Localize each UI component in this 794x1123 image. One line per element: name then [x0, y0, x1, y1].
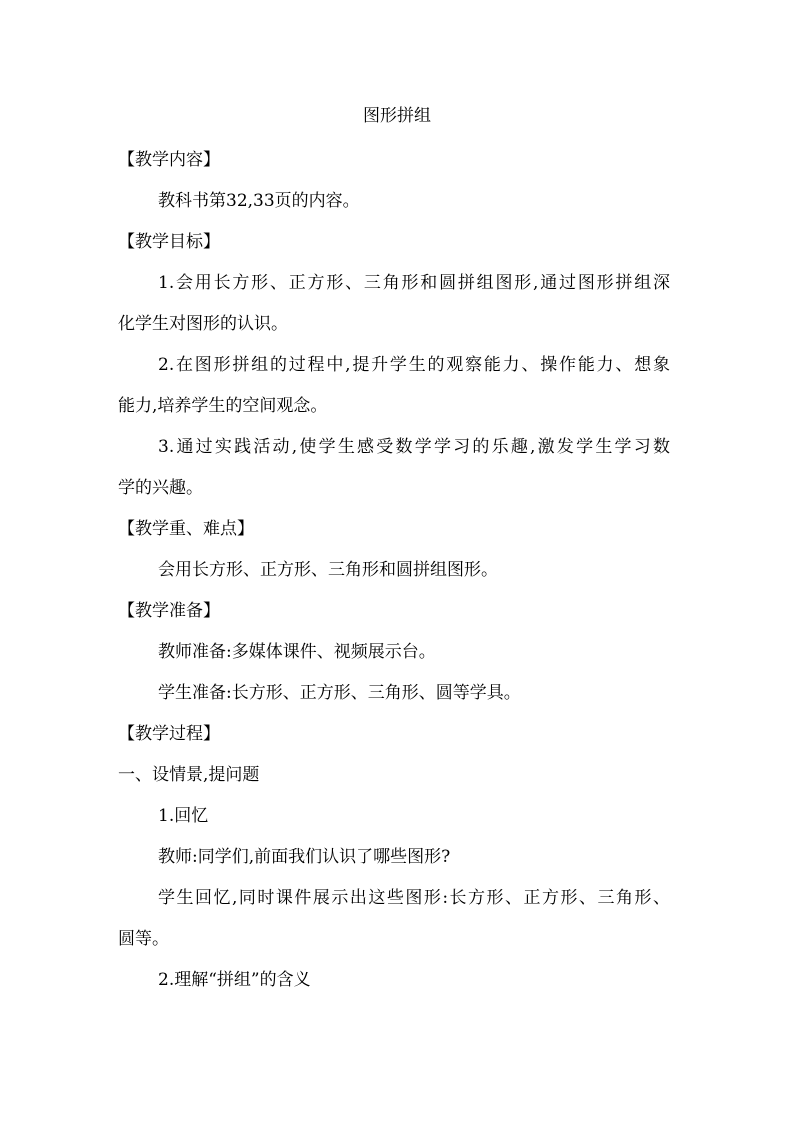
process-step-2: 2.理解“拼组”的含义: [158, 970, 311, 990]
heading-teaching-content: 【教学内容】: [118, 150, 220, 170]
teaching-content-text: 教科书第32,33页的内容。: [158, 191, 360, 211]
student-answer-line-1: 学生回忆,同时课件展示出这些图形:长方形、正方形、三角形、: [158, 888, 670, 908]
heading-teaching-process: 【教学过程】: [118, 724, 220, 744]
heading-teaching-preparation: 【教学准备】: [118, 601, 220, 621]
goal-3-line-1: 3.通过实践活动,使学生感受数学学习的乐趣,激发学生学习数: [158, 437, 670, 457]
goal-2-line-1: 2.在图形拼组的过程中,提升学生的观察能力、操作能力、想象: [158, 355, 670, 375]
process-step-1: 1.回忆: [158, 806, 209, 826]
teacher-preparation: 教师准备:多媒体课件、视频展示台。: [158, 642, 436, 662]
teacher-question: 教师:同学们,前面我们认识了哪些图形?: [158, 847, 451, 867]
goal-1-line-1: 1.会用长方形、正方形、三角形和圆拼组图形,通过图形拼组深: [158, 273, 670, 293]
student-preparation: 学生准备:长方形、正方形、三角形、圆等学具。: [158, 683, 521, 703]
student-answer-line-2: 圆等。: [118, 929, 169, 949]
key-points-text: 会用长方形、正方形、三角形和圆拼组图形。: [158, 560, 498, 580]
process-part-1: 一、设情景,提问题: [118, 765, 260, 785]
document-title: 图形拼组: [363, 106, 431, 126]
goal-1-line-2: 化学生对图形的认识。: [118, 314, 288, 334]
heading-teaching-goals: 【教学目标】: [118, 232, 220, 252]
goal-3-line-2: 学的兴趣。: [118, 478, 203, 498]
goal-2-line-2: 能力,培养学生的空间观念。: [118, 396, 328, 416]
heading-key-points: 【教学重、难点】: [118, 519, 254, 539]
